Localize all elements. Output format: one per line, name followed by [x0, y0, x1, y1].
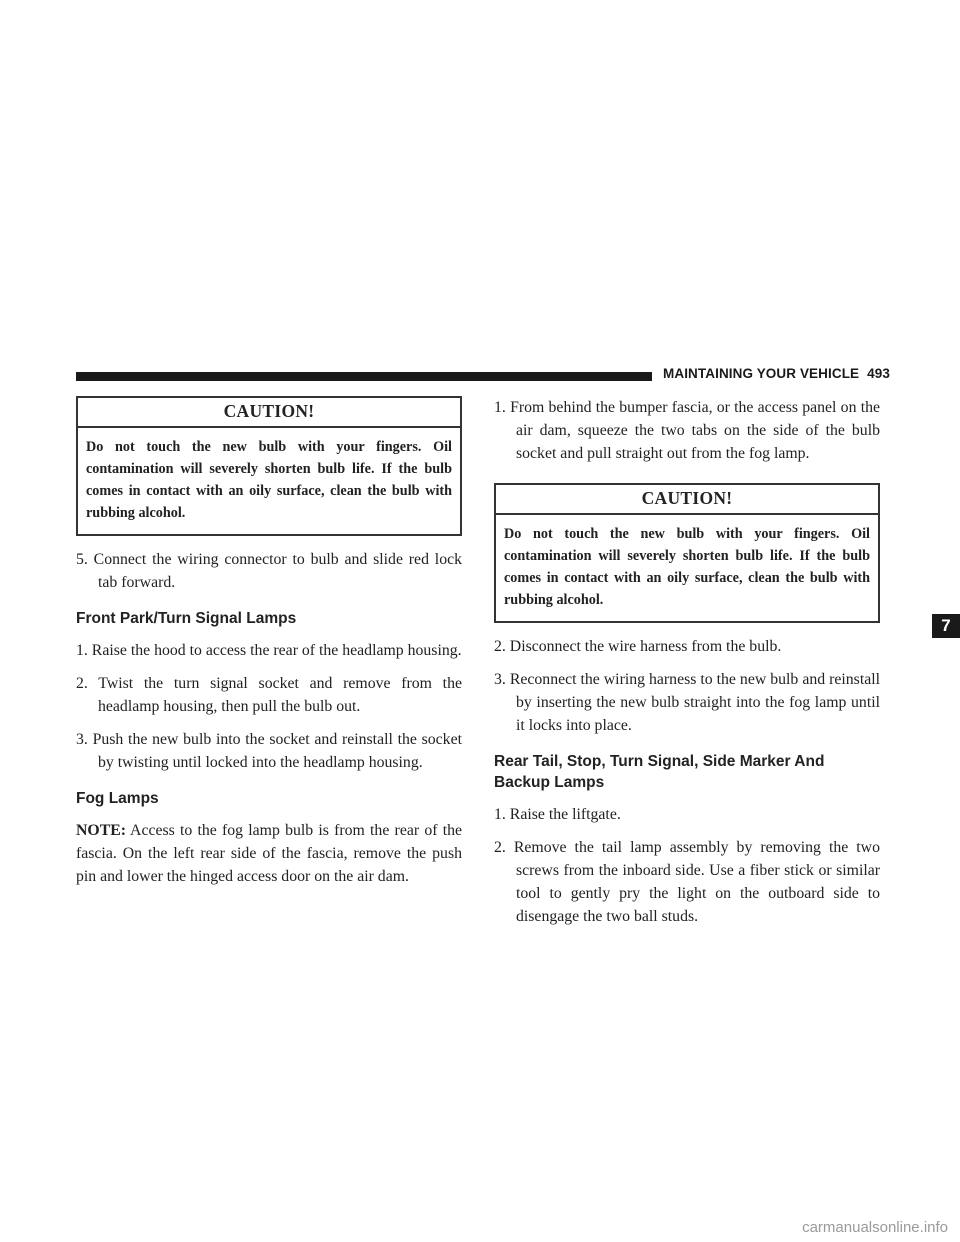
rear-step-1: 1. Raise the liftgate. [494, 806, 621, 823]
rear-step-2: 2. Remove the tail lamp assembly by removing the two screws from the inboard side. Use a fiber stick or similar tool to gently pry the light on the outboard side to disengage the two ball studs. [494, 839, 880, 925]
heading-fog-lamps: Fog Lamps [76, 790, 159, 807]
running-header [663, 366, 890, 381]
heading-front-park-turn: Front Park/Turn Signal Lamps [76, 610, 297, 627]
caution-box [494, 483, 880, 623]
header-rule [76, 372, 652, 381]
fog-note [76, 819, 462, 888]
caution-text: Do not touch the new bulb with your fingers. Oil contamination will severely shorten bulb life. If the bulb comes in contact with an oily surface, clean the bulb with rubbing alcohol. [504, 526, 870, 608]
front-step-2: 2. Twist the turn signal socket and remove from the headlamp housing, then pull the bulb out. [76, 675, 462, 715]
section-title: MAINTAINING YOUR VEHICLE [663, 366, 860, 381]
watermark: carmanualsonline.info [802, 1219, 948, 1236]
front-step-3: 3. Push the new bulb into the socket and reinstall the socket by twisting until locked into the headlamp housing. [76, 731, 462, 771]
heading-rear-lamps: Rear Tail, Stop, Turn Signal, Side Marker And Backup Lamps [494, 753, 825, 791]
right-column [494, 396, 880, 938]
fog-step-2: 2. Disconnect the wire harness from the bulb. [494, 638, 782, 655]
note-label: NOTE: [76, 822, 127, 839]
left-column [76, 396, 462, 888]
caution-text: Do not touch the new bulb with your fingers. Oil contamination will severely shorten bulb life. If the bulb comes in contact with an oily surface, clean the bulb with rubbing alcohol. [86, 439, 452, 521]
front-step-1: 1. Raise the hood to access the rear of the headlamp housing. [76, 642, 462, 659]
caution-title: CAUTION! [496, 485, 878, 515]
step-5: 5. Connect the wiring connector to bulb and slide red lock tab forward. [76, 551, 462, 591]
caution-title: CAUTION! [78, 398, 460, 428]
fog-step-1: 1. From behind the bumper fascia, or the access panel on the air dam, squeeze the two tabs on the side of the bulb socket and pull straight out from the fog lamp. [494, 399, 880, 462]
fog-step-3: 3. Reconnect the wiring harness to the new bulb and reinstall by inserting the new bulb straight into the fog lamp until it locks into place. [494, 671, 880, 734]
chapter-tab: 7 [932, 614, 960, 638]
caution-box [76, 396, 462, 536]
note-text: Access to the fog lamp bulb is from the rear of the fascia. On the left rear side of the fascia, remove the push pin and lower the hinged access door on the air dam. [76, 822, 462, 885]
page-number: 493 [867, 366, 890, 381]
